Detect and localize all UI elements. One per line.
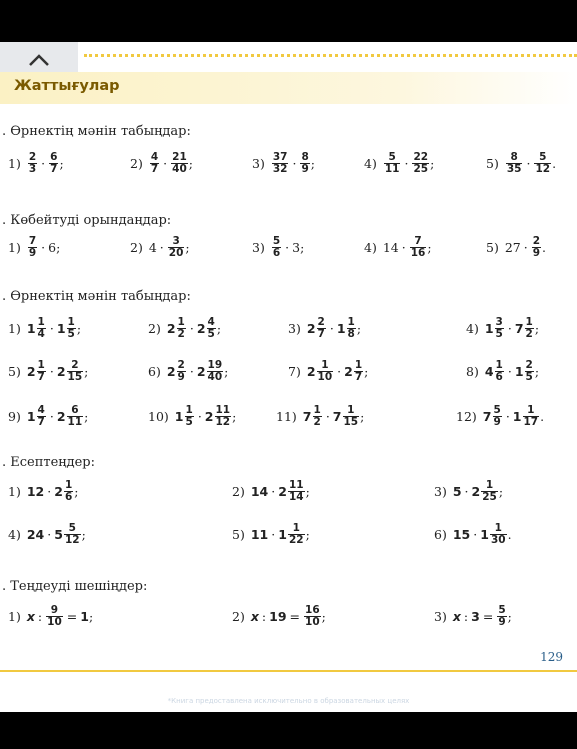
exercise-item: 1) 1 1 4 · 1 1 5 ; <box>8 316 82 340</box>
section-title: . Өрнектің мәнін табыңдар: <box>2 124 191 139</box>
dotted-divider <box>84 54 577 57</box>
page-number: 129 <box>540 650 563 664</box>
exercise-item: 3) 5 6 · 3; <box>252 235 305 259</box>
exercise-item: 1) 7 9 · 6; <box>8 235 61 259</box>
exercise-item: 3) x : 3 = $\frac{5}{9}$ ; <box>434 604 512 628</box>
exercise-item: 10) 1 1 5 · 2 11 12 ; <box>148 404 237 428</box>
exercise-item: 4) 5 11 · 22 25 ; <box>364 151 435 175</box>
exercise-item: 3) 37 32 · 8 9 ; <box>252 151 315 175</box>
exercise-item: 12) 7 5 9 · 1 1 17 . <box>456 404 545 428</box>
footer-note: *Книга предоставлена исключительно в образовательных целях <box>167 697 410 705</box>
exercise-item: 4) 1 3 5 · 7 1 2 ; <box>466 316 540 340</box>
exercise-item: 2) 4 · 3 20 ; <box>130 235 190 259</box>
exercise-item: 4) 14 · 7 16 ; <box>364 235 432 259</box>
section-title: . Теңдеуді шешіңдер: <box>2 579 148 594</box>
chevron-up-icon <box>28 53 50 67</box>
exercise-item: 4) 24 · 5 5 12 ; <box>8 522 86 546</box>
section-title: . Есептеңдер: <box>2 455 96 470</box>
exercise-item: 6) 2 2 9 · 2 19 40 ; <box>148 359 229 383</box>
exercise-item: 1) 2 3 · 6 7 ; <box>8 151 64 175</box>
page-title: Жаттығулар <box>14 78 120 94</box>
exercise-item: 1) 12 · 2 1 6 ; <box>8 479 79 503</box>
exercises-banner <box>0 72 577 104</box>
section-title: . Өрнектің мәнін табыңдар: <box>2 289 191 304</box>
exercise-item: 2) 2 1 2 · 2 4 5 ; <box>148 316 222 340</box>
exercise-item: 9) 1 4 7 · 2 6 11 ; <box>8 404 89 428</box>
exercise-item: 6) 15 · 1 1 30 . <box>434 522 512 546</box>
exercise-item: 5) 2 1 7 · 2 2 15 ; <box>8 359 89 383</box>
exercise-item: 7) 2 1 10 · 2 1 7 ; <box>288 359 369 383</box>
exercise-item: 5) 8 35 · 5 12 . <box>486 151 557 175</box>
exercise-item: 2) x : 19 = $\frac{16}{10}$ ; <box>232 604 326 628</box>
exercise-item: 3) 2 2 7 · 1 1 8 ; <box>288 316 362 340</box>
exercise-item: 5) 11 · 1 1 22 ; <box>232 522 310 546</box>
exercise-item: 2) 4 7 · 21 40 ; <box>130 151 193 175</box>
exercise-item: 8) 4 1 6 · 1 2 5 ; <box>466 359 540 383</box>
exercise-item: 1) x : $\frac{9}{10}$ = 1 ; <box>8 604 94 628</box>
exercise-item: 2) 14 · 2 11 14 ; <box>232 479 310 503</box>
exercise-item: 3) 5 · 2 1 25 ; <box>434 479 504 503</box>
exercise-item: 5) 27 · 2 9 . <box>486 235 547 259</box>
exercise-item: 11) 7 1 2 · 7 1 15 ; <box>276 404 365 428</box>
footer-divider <box>0 670 577 672</box>
section-title: . Көбейтуді орындаңдар: <box>2 213 172 228</box>
textbook-page <box>0 42 577 712</box>
